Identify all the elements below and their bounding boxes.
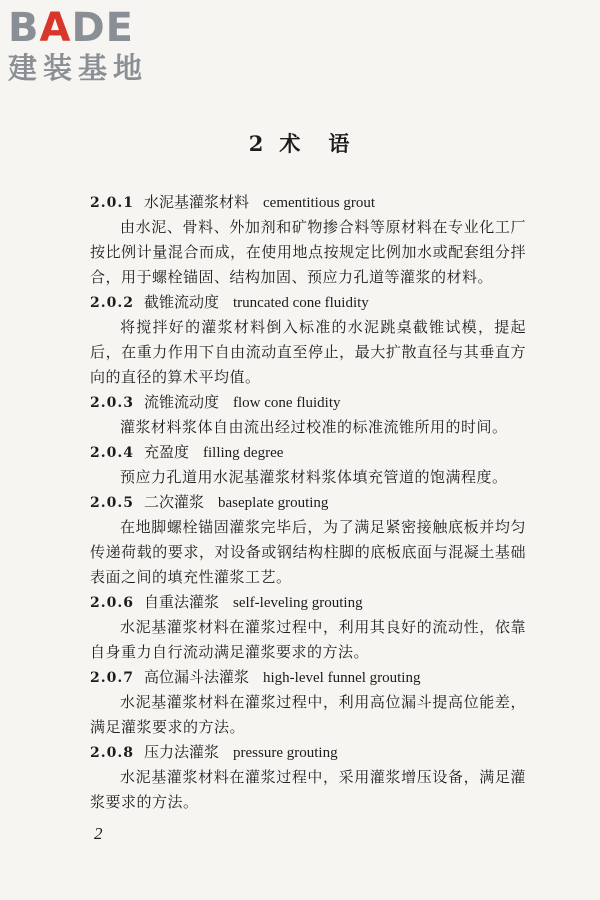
logo-chinese-text: 建装基地 bbox=[8, 51, 149, 85]
term-heading bbox=[90, 190, 526, 215]
term-english: self-leveling grouting bbox=[233, 595, 363, 611]
term-definition: 在地脚螺栓锚固灌浆完毕后，为了满足紧密接触底板并均匀传递荷载的要求，对设备或钢结构柱脚的底板底面与混凝土基础表面之间的填充性灌浆工艺。 bbox=[90, 518, 526, 586]
term-entry bbox=[90, 390, 526, 440]
term-chinese: 流锥流动度 bbox=[144, 393, 220, 411]
term-entry bbox=[90, 740, 526, 815]
term-chinese: 自重法灌浆 bbox=[144, 593, 220, 611]
term-definition: 灌浆材料浆体自由流出经过校准的标准流锥所用的时间。 bbox=[120, 418, 508, 436]
term-english: high-level funnel grouting bbox=[263, 670, 421, 686]
term-chinese: 压力法灌浆 bbox=[144, 743, 220, 761]
term-heading bbox=[90, 740, 526, 765]
page-number: 2 bbox=[94, 824, 103, 843]
term-english: truncated cone fluidity bbox=[233, 295, 369, 311]
term-chinese: 水泥基灌浆材料 bbox=[144, 193, 250, 211]
term-definition: 由水泥、骨料、外加剂和矿物掺合料等原材料在专业化工厂按比例计量混合而成，在使用地点按规定比例加水或配套组分拌合，用于螺栓锚固、结构加固、预应力孔道等灌浆的材料。 bbox=[90, 218, 526, 286]
term-chinese: 二次灌浆 bbox=[144, 493, 205, 511]
term-entry bbox=[90, 190, 526, 290]
term-entry bbox=[90, 440, 526, 490]
term-definition: 水泥基灌浆材料在灌浆过程中，采用灌浆增压设备，满足灌浆要求的方法。 bbox=[90, 768, 526, 811]
term-english: filling degree bbox=[203, 445, 284, 461]
chapter-title-char-2: 语 bbox=[328, 131, 352, 156]
term-chinese: 高位漏斗法灌浆 bbox=[144, 668, 250, 686]
term-number: 2.0.4 bbox=[90, 445, 134, 461]
term-english: pressure grouting bbox=[233, 745, 338, 761]
term-number: 2.0.6 bbox=[90, 595, 134, 611]
term-number: 2.0.7 bbox=[90, 670, 134, 686]
chapter-title bbox=[0, 128, 600, 158]
term-entry bbox=[90, 665, 526, 740]
terms-list bbox=[90, 190, 526, 815]
term-number: 2.0.1 bbox=[90, 195, 134, 211]
term-definition: 将搅拌好的灌浆材料倒入标准的水泥跳桌截锥试模，提起后，在重力作用下自由流动直至停止，最大扩散直径与其垂直方向的直径的算术平均值。 bbox=[90, 318, 526, 386]
term-definition: 预应力孔道用水泥基灌浆材料浆体填充管道的饱满程度。 bbox=[120, 468, 508, 486]
logo-letter-a-accent: A bbox=[39, 5, 72, 51]
term-entry bbox=[90, 490, 526, 590]
term-english: flow cone fluidity bbox=[233, 395, 341, 411]
term-number: 2.0.8 bbox=[90, 745, 134, 761]
term-entry bbox=[90, 290, 526, 390]
term-chinese: 充盈度 bbox=[144, 443, 190, 461]
logo-wordmark bbox=[8, 6, 198, 50]
term-heading bbox=[90, 390, 526, 415]
chapter-number: 2 bbox=[248, 131, 266, 156]
term-entry bbox=[90, 590, 526, 665]
term-heading bbox=[90, 665, 526, 690]
term-heading bbox=[90, 590, 526, 615]
chapter-title-char-1: 术 bbox=[279, 131, 303, 156]
logo bbox=[8, 6, 198, 84]
term-number: 2.0.3 bbox=[90, 395, 134, 411]
term-heading bbox=[90, 440, 526, 465]
term-heading bbox=[90, 290, 526, 315]
logo-letters-de: DE bbox=[71, 5, 134, 51]
term-definition: 水泥基灌浆材料在灌浆过程中，利用高位漏斗提高位能差，满足灌浆要求的方法。 bbox=[90, 693, 526, 736]
term-chinese: 截锥流动度 bbox=[144, 293, 220, 311]
term-number: 2.0.2 bbox=[90, 295, 134, 311]
logo-letters-b: B bbox=[8, 5, 40, 51]
term-heading bbox=[90, 490, 526, 515]
term-definition: 水泥基灌浆材料在灌浆过程中，利用其良好的流动性，依靠自身重力自行流动满足灌浆要求的方法。 bbox=[90, 618, 526, 661]
term-english: baseplate grouting bbox=[218, 495, 329, 511]
term-english: cementitious grout bbox=[263, 195, 376, 211]
term-number: 2.0.5 bbox=[90, 495, 134, 511]
